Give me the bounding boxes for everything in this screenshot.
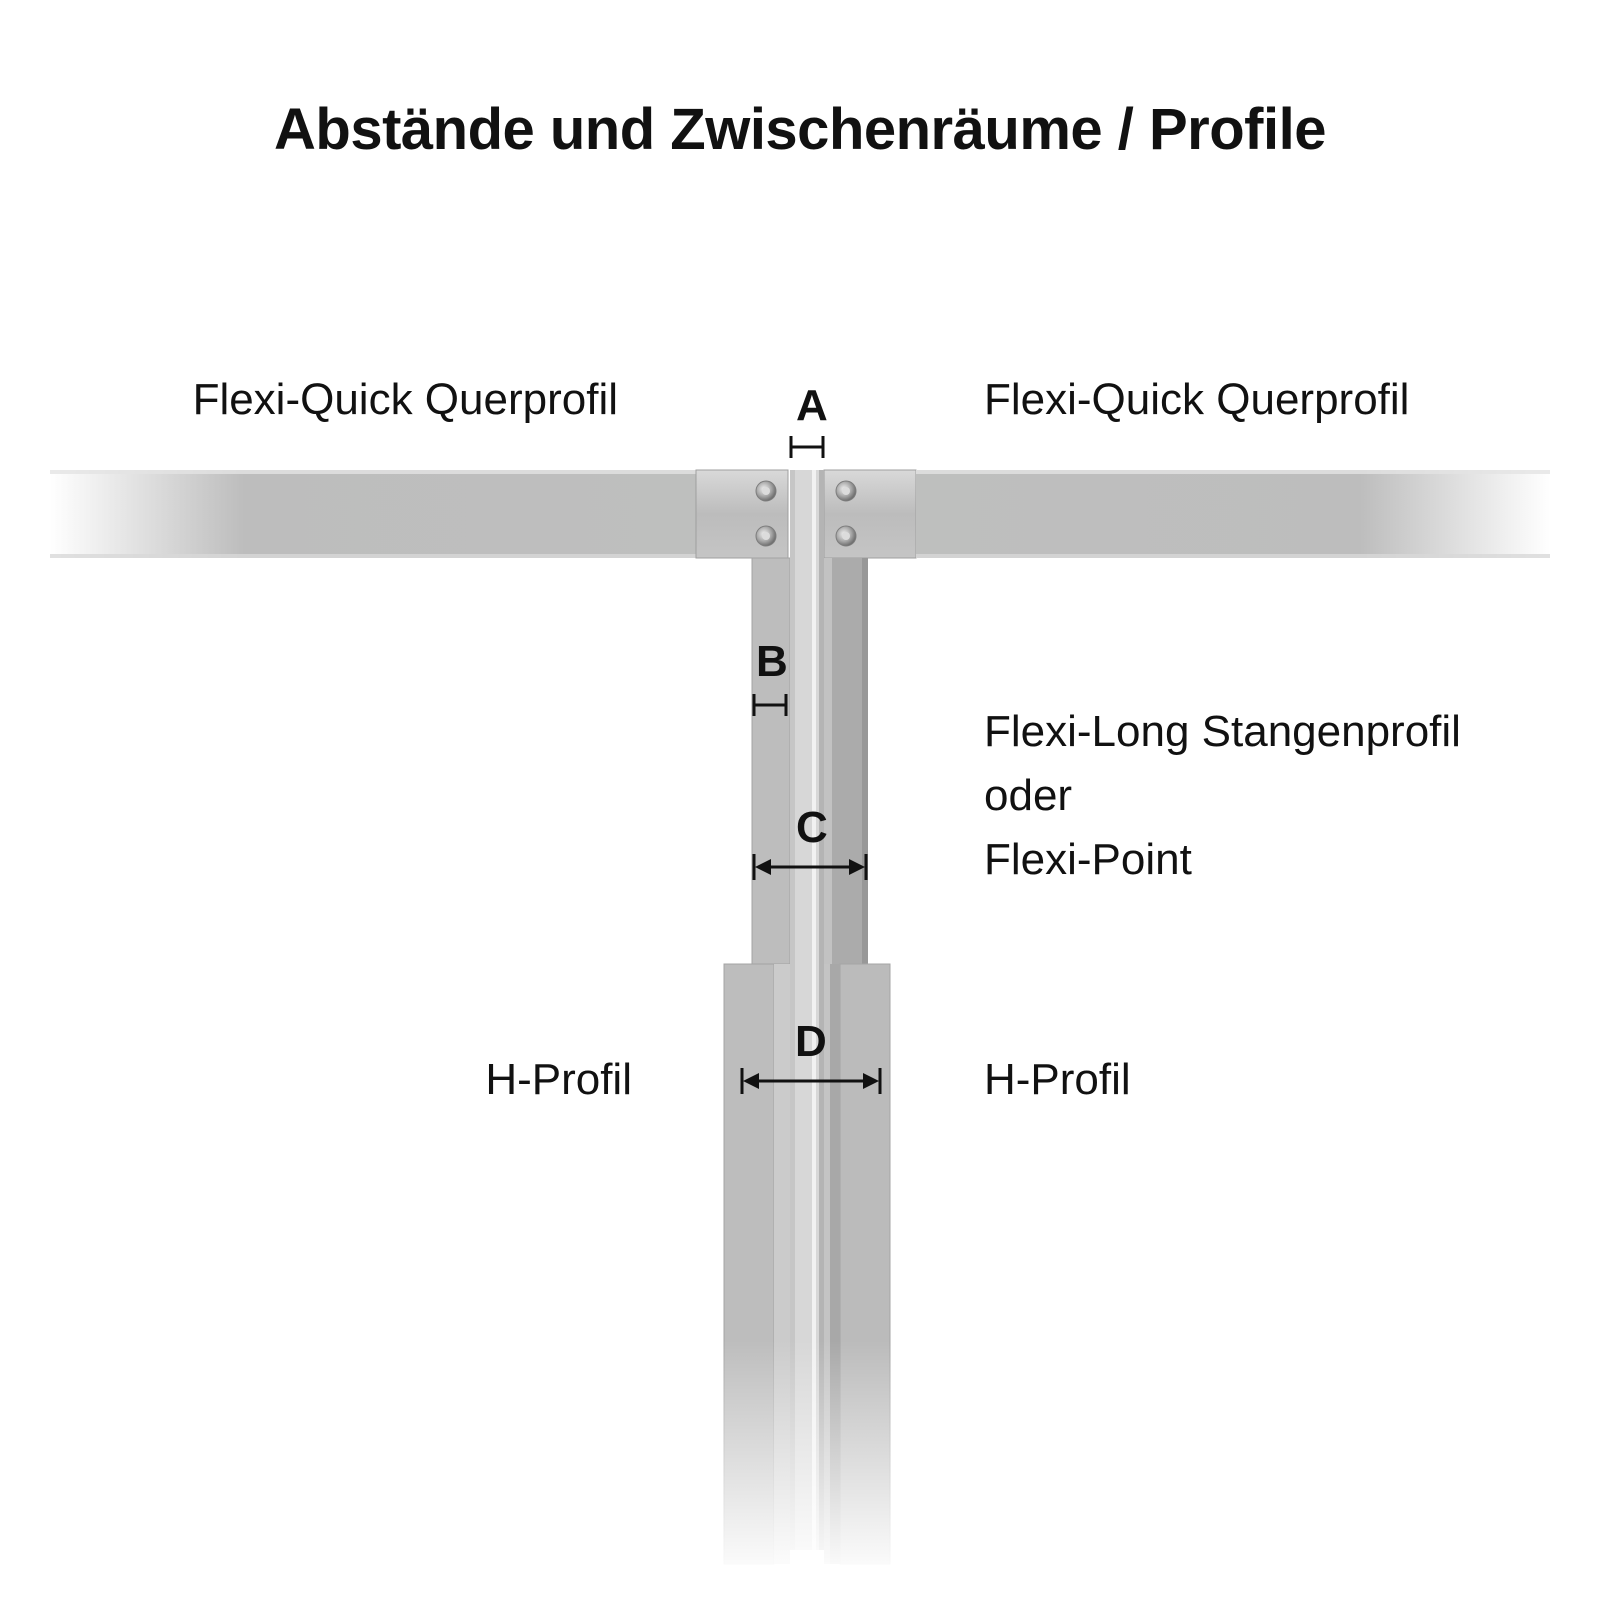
left-crossbar-label: Flexi-Quick Querprofil: [192, 375, 618, 424]
dimension-a-marker: [791, 436, 823, 458]
h-profile-left-label: H-Profil: [485, 1055, 632, 1104]
h-profile-right-label: H-Profil: [984, 1055, 1131, 1104]
dimension-d-label: D: [795, 1017, 827, 1066]
post-label-line-2: oder: [984, 771, 1073, 820]
right-crossbar-label: Flexi-Quick Querprofil: [984, 375, 1410, 424]
left-crossbar: [50, 470, 788, 558]
post-label-line-3: Flexi-Point: [984, 835, 1192, 884]
diagram-title: Abstände und Zwischenräume / Profile: [274, 97, 1326, 162]
post-label: [984, 700, 1461, 892]
dimension-a-label: A: [796, 381, 828, 430]
dimension-c-label: C: [796, 803, 828, 852]
post-label-line-1: Flexi-Long Stangenprofil: [984, 707, 1461, 756]
right-crossbar: [824, 470, 1550, 558]
dimension-b-label: B: [756, 637, 788, 686]
